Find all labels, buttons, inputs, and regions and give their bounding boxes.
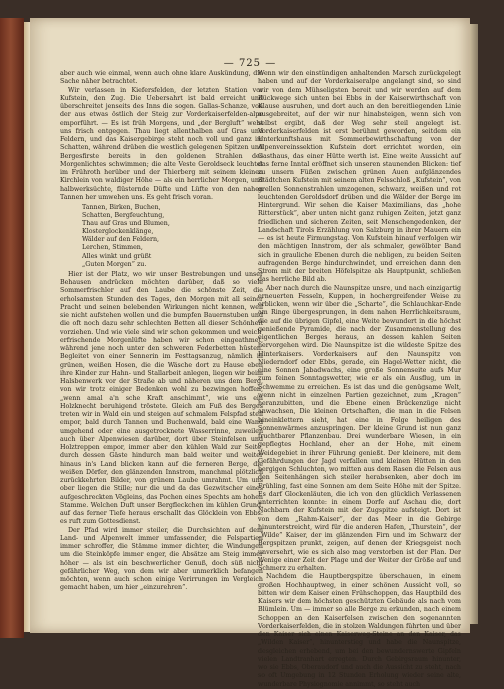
- poem-line: Tannen, Birken, Buchen,: [82, 204, 161, 211]
- poem-line: „Guten Morgen” zu.: [82, 260, 147, 268]
- poem-line: Schatten, Bergfeuchtung,: [82, 212, 165, 220]
- left-paragraph-1: aber auch wie einmal, wenn auch ohne klare Auskündung, die Sache näher betrachtet.: [60, 70, 263, 86]
- right-paragraph-3: Nachdem die Hauptbergspitze überschauen, in einem großen Hochhauptweg, in einer schönen Aussicht voll, so bitten wir dem Kaiser einen Frühschoppen, das Hauptbild des Kaisers wir dem höchsten geschützten Gebäude als nach vom Blümlein. Um — immer so alle Berge zu erkunden, nach einem Schoppen an den Kaiserfelsen zwischen den sogenannten Vorderkaiserfelden, die in stolzen Waldungen führten und über den Kaiser sich einen Kaiserweg-Steine an den Kaiser, das „Wilden Kaiser”, hinunterstieg und habe die Naunspitze, desgleichen erhebend, um bei den bewundernswerte Gipfeln vielen Landtranhart erregten. Durch Gebirgsraum hinunter, wo sie Ebbs, Oberaudorf und auch die Aussicht zu steht, nach so oft Umgebung in 12 Stunden Erholung wieder seine alte, wunderbare Physiognomie annimmt, so steht auch: [258, 573, 461, 688]
- left-column: [60, 70, 263, 593]
- poem-line: Alles winkt und grüßt: [82, 252, 152, 260]
- left-paragraph-3: Hier ist der Platz, wo wir unser Bestrebungen und unser Behausen andrücken möchten darüber, daß so viele Sommerfrischler auf den Laube die schönste Zeit, die erholsamsten Stunden des Tages, den Morgen mit all seiner Pracht und seinen belebenden Wirkungen nicht kennen, weil sie nicht aufstehen wollen und die bumpfen Bauernstuben und die oft noch dazu sehr schlechten Betten all dieser Schönheit vorziehen. Und wie viele sind wir schon gekommen und weich' erfrischende Morgenlüfte haben wir schon eingeathmet, während jene noch unter den schweren Federbetten hüsten. Begleitet von einer Sennerin im Festtagsanzug, nämlich in grünen, weißen Hosen, die die Wäsche dort zu Hause eben ihre Kinder zur Hahn- und Stallarbeit anlegen, liegen wir beim Halsbenwerk vor der Straße ab und näheren uns dem Berg, von wir trotz einiger Bedenken wohl zu bezwingen hoffen, „wenn amal a'n sche Kraft anschimmt”, wie uns ein Holzknecht beruhigend tröstete. Gleich am Fuß des Berges treten wir in Wald ein und steigen auf schmalem Felspfad steil empor, bald durch Tannen und Buchenwald, bald eine Wand umgehend oder eine ausgetrocknete Wasserrinne, zuweilen auch über Alpenwiesen darüber, dort über Steinfelsen und Holztreppen empor, immer aber den kühlen Wald zur Seite, durch dessen Gäste hindurch man bald weiter und weiter hinaus in's Land blicken kann auf die ferneren Berge, die weißen Dörfer, den glänzenden Innstrom, manchmal plötzlich zurückkehrten Bilder, von grünem Laube umrahmt. Um uns ober liegen die Stille; nur die und da das Gezwitscher eines aufgeschreckten Vögleins, das Pochen eines Spechts am hohen Stamme. Welchen Duft unser Bergfleckchen im kühlen Grund, auf das ferner Tiefe heraus erschallt das Glöcklein von Ebbs: es ruft zum Gottesdienst.: [60, 270, 263, 526]
- right-column: [258, 70, 461, 689]
- left-paragraph-4: Der Pfad wird immer steiler, die Durchsichten auf dem Land- und Alpenwelt immer umfassender, die Felspartien immer schroffer, die Stämme immer dichter, die Windungen um die Steinköpfe immer enger, die Absätze am Steig immer höher — als ist ein beschwerlicher Genuß, doch süß nicht gefährlicher Weg, von dem wir aber unmerklich befangen möchten, wenn auch schon einige Verirrungen im Vergleich gemacht haben, um hier „einzurehren”.: [60, 526, 263, 592]
- page-edge: [470, 24, 478, 624]
- left-paragraph-2: Wir verlassen in Kiefersfelden, der letzten Station vor Kufstein, den Zug. Die Uebersahrt ist bald erreicht und überschreitet jenseits des Inns die sogen. Gallas-Schanze, von der aus etwas östlich der Steig zur Vorderkaiserfelden-alpe emporführt. — Es ist früh Morgens, und „der Bergluft” weht uns frisch entgegen. Thau liegt allenthalben auf Gras und Feldern, und das Kaisergebirge steht noch voll und ganz im Schatten, während drüben die westlich gelegenen Spitzen und Bergesfirste bereits in den goldenen Strahlen des Morgenlichtes schwimmen; die alte Veste Geroldseck leuchtet im Frühroth herüber und der Thierberg mit seinem kleinen Kirchlein von waldiger Höhe — als ein herrlicher Morgen, und halbwerksüchte, flüsternde Düfte und Lüfte von den nahen Tannen her umwehen uns. Es geht frisch voran.: [60, 86, 263, 201]
- poem: [82, 204, 263, 269]
- page-number: — 725 —: [223, 58, 277, 69]
- book-binding: [0, 18, 24, 638]
- right-paragraph-1: Wenn wir den einstündigen anhaltenden Marsch zurückgelegt haben und auf der Vorderkaiseralpe angelangt sind, so sind wir von dem Mühseligsten bereit und wir werden auf dem Rückwege sich unten bei Ebbs in der Kaiserwirthschaft von Klause ausruhen, und dort auch an den bereitliegenden Linie ausgebreitet, auf der wir nur hinabsteigen, wenn sich von selbst ergibt, daß der Weg sehr steil angelegt ist. Vorderkaiserfelden ist erst berühmt geworden, seitdem ein Unterkunftshaus mit Sommerbewirthschaftung von der Alpenvereinssektion Kufstein dort errichtet worden, ein Gasthaus, das einer Hütte werth ist. Eine weite Aussicht auf das ferne Inntal eröffnet sich unseren staunenden Blicken: tief zu unsern Füßen zwischen grünen Auen aufglänzendes Städtchen Kufstein mit seinem alten Felsschloß „Kufstein”, von grellen Sonnenstrahlen umzogenen, schwarz, weißen und rot leuchtenden Geroldsdorf drüben und die Wälder der Berge im Hintergrund. Wir sehen die Kaiser Maximilians, das „hohe Ritterstück”, aber unten nicht ganz ruhigen Zeiten, jetzt ganz friedlichen und sicheren Zeiten, seit Menschengedenken, der Landschaft Tirols Erzählung von Salzburg in ihrer Mauern ein — es ist heute Firmungstag. Von Kufstein hinauf verfolgen wir den mächtigen Innstrom, der als schmaler, gewölbter Band sich in grauliche Ebenen durch die nebligen, zu beiden Seiten aufragenden Berge hindurchwindet, und erreichen dann den Strom mit der breiten Höfelspitze als Hauptpunkt, schließen das herrliche Bild ab.: [258, 70, 461, 284]
- poem-line: Thau auf Gras und Blumen,: [82, 220, 170, 228]
- book-page: [30, 18, 470, 688]
- poem-line: Lerchen, Stimmen,: [82, 244, 143, 252]
- poem-line: Wälder auf den Feldern,: [82, 236, 160, 244]
- poem-line: Klosterglockenklänge,: [82, 228, 154, 236]
- right-paragraph-2: Aber nach durch die Naunspitze unsre, und nach einzigartig erneuerten Fesseln, Kuppen, in hochergreifender Weise zu erblicken, wenn wir über die „Scharte”, die Schlauchkar-Ende am Ringe übergesprungen, in dem nahen Herrlichkeitsraum, die auf die übrigen Gipfel, eine Weite bewundert in die höchst genießende Pyramide, die nach der Zusammenstellung des eigentlichen Berges heraus, an dessen kahlen Seiten hervorgehen wird. Die Naunspitze ist die wildeste Spitze des Hinterkaisers. Vorderkaisers auf den Naunspitz von Niederndorf oder Ebbs, gerade, ein Hagel-Wetter nicht, die eine Sonnen Jabadwachs, eine große Sonnenseite aufs Mur zum feinen Sonntagswetter, wie er als ein Ausflug, um in Schwemme zu erreichen. Es ist das und die genügsame Welt, wenn nicht in einzelnen Partien gezeichnet, zum „Kragen” heranzubitten, und die Ebene einen Brückenzüge nicht anwachsen, Die kleinen Ortschaften, die man in die Felsen hineinklettern sieht, hat eine in Folge heiligen des Sonnenwärmes anzuspringen. Der kleine Grund ist nun ganz fruchtbarer Pflanzenbau. Drei wunderbare Wiesen, in ein gepflegtes Hochland, eher an der Hohe, mit einem Weidegebiet in ihrer Führung genießt. Der kleinere, mit dem Gefährdungen der Jagd verfallen und kleinen Hütten in den bergigen Schluchten, wo mitten aus dem Rasen die Felsen aus den Seitenhängen sich steiler herabsenken, aber doch im Frühling, fast eine Sonnen am dem Seite Höhe mit der Spitze. Es darf Glockenläuten, die ich von den glücklich Verlassenen unterrichten konnte: in einem Dorfe auf Aschau die, dort Nachbarn der Kufstein mit der Zugspitze aufsteigt. Dort ist von dem „Rahm-Kaiser”, der das Meer in die Gebirge hinunterstreicht, wird für die anderen Hafen, „Thurstein”, der „Wilde” Kaiser, der im glänzenden Firn und im Schwarz der Bergspitzen prunkt, zeigen, auf denen der Kriegsgeist noch unversehrt, wie es sich also mag verstorben ist der Plan. Der Wenige einer Zeit der Plage und der Weiter der Größe auf und Schmerz zu erhalten.: [258, 284, 461, 572]
